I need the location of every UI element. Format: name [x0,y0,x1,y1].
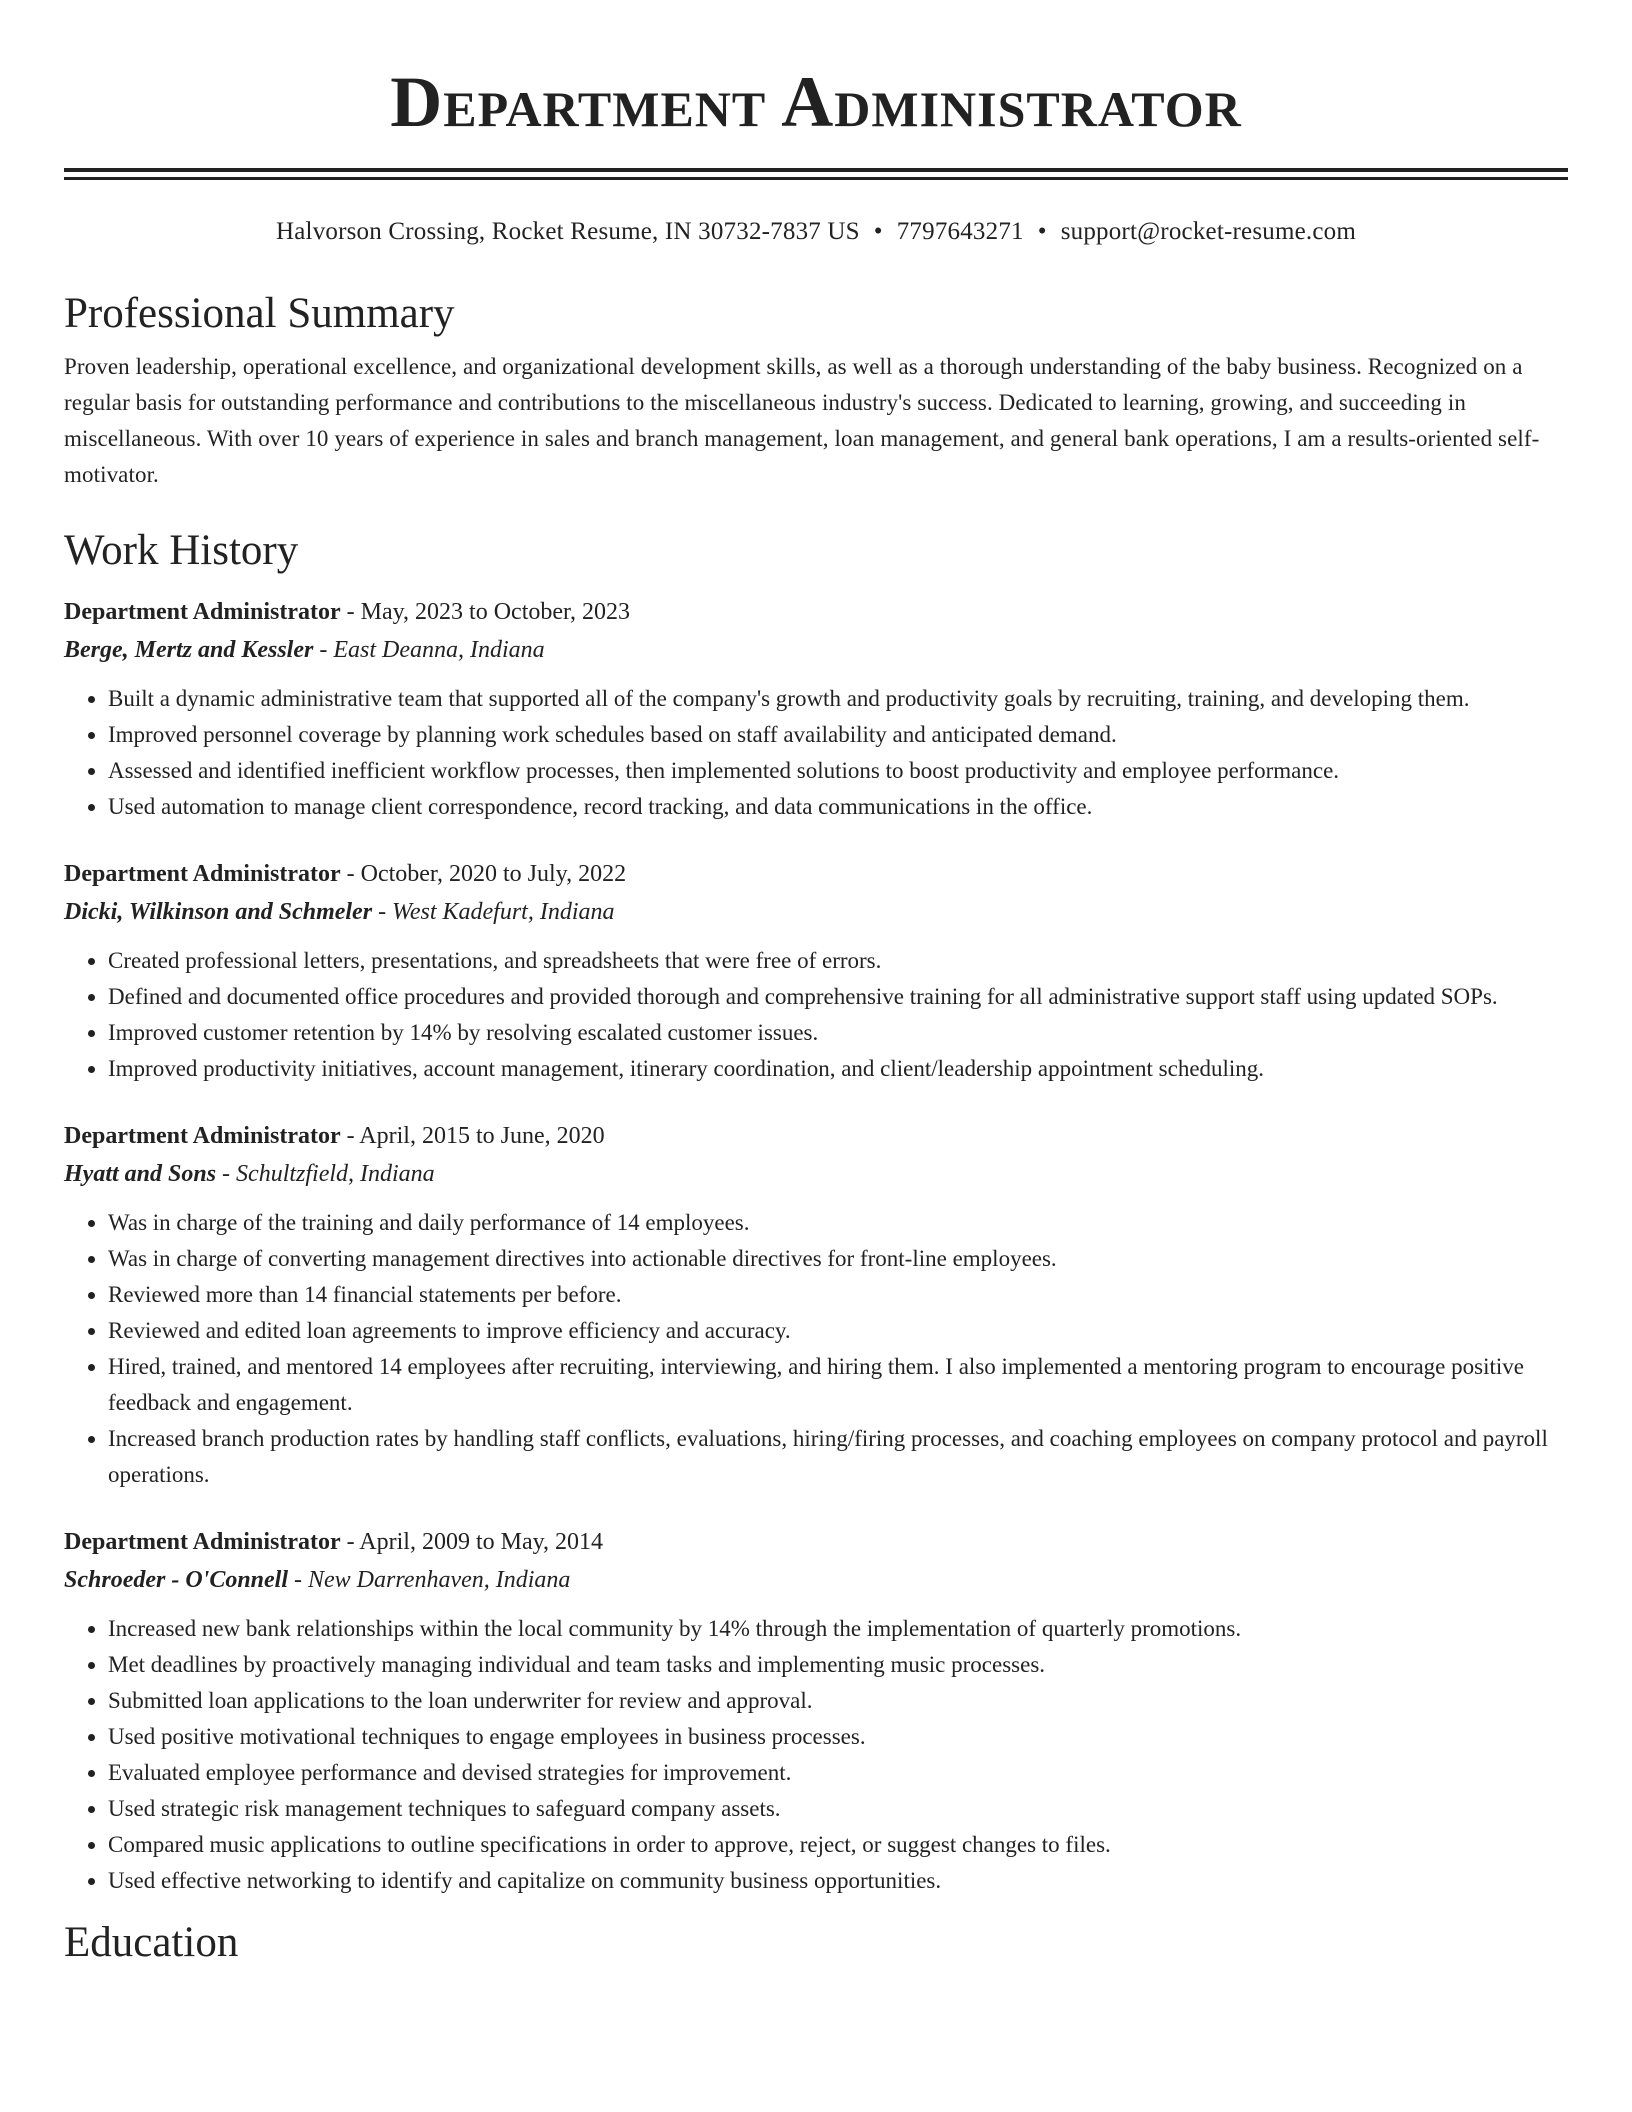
job-entry [64,593,1568,825]
contact-separator: • [1037,218,1047,245]
job-role: Department Administrator [64,599,341,625]
job-bullet: • Compared music applications to outline specifications in order to approve, reject, or suggest changes to files. [108,1827,1568,1863]
job-title-line [64,1117,1568,1155]
job-location: - East Deanna, Indiana [313,637,545,663]
job-employer: Schroeder - O'Connell [64,1567,289,1593]
job-bullet: • Improved customer retention by 14% by resolving escalated customer issues. [108,1015,1568,1051]
job-dates: - October, 2020 to July, 2022 [340,861,627,887]
contact-phone: 7797643271 [896,218,1024,245]
job-bullet: • Was in charge of the training and daily performance of 14 employees. [108,1205,1568,1241]
job-title-line [64,593,1568,631]
contact-line [64,216,1568,248]
job-role: Department Administrator [64,1123,341,1149]
job-bullet: • Submitted loan applications to the loan underwriter for review and approval. [108,1683,1568,1719]
section-title-education: Education [64,1919,239,1966]
contact-email: support@rocket-resume.com [1060,218,1356,245]
job-title-line [64,855,1568,893]
job-role: Department Administrator [64,861,341,887]
header-rule-bottom [64,177,1568,180]
job-bullet: • Improved personnel coverage by planning work schedules based on staff availability and anticipated demand. [108,717,1568,753]
job-bullet: • Met deadlines by proactively managing individual and team tasks and implementing music processes. [108,1647,1568,1683]
job-bullet: • Used automation to manage client correspondence, record tracking, and data communications in the office. [108,789,1568,825]
job-bullet: • Assessed and identified inefficient workflow processes, then implemented solutions to boost productivity and employee performance. [108,753,1568,789]
job-bullets [64,943,1568,1087]
job-employer-line [64,1561,1568,1599]
job-bullets [64,1205,1568,1493]
job-bullet: • Improved productivity initiatives, account management, itinerary coordination, and client/leadership appointment scheduling. [108,1051,1568,1087]
job-employer: Dicki, Wilkinson and Schmeler [64,899,373,925]
job-entry [64,1117,1568,1493]
section-title-summary: Professional Summary [64,290,455,337]
job-bullet: • Used strategic risk management techniques to safeguard company assets. [108,1791,1568,1827]
job-dates: - May, 2023 to October, 2023 [340,599,631,625]
candidate-name: Department Administrator [390,62,1242,142]
job-role: Department Administrator [64,1529,341,1555]
job-entry [64,1523,1568,1899]
job-location: - Schultzfield, Indiana [216,1161,435,1187]
job-title-line [64,1523,1568,1561]
job-bullet: • Reviewed and edited loan agreements to improve efficiency and accuracy. [108,1313,1568,1349]
summary-text: Proven leadership, operational excellence, and organizational development skills, as well as a thorough understanding of the baby business. Recognized on a regular basis for outstanding performance and contributions to the miscellaneous industry's success. Dedicated to learning, growing, and succeeding in miscellaneous. With over 10 years of experience in sales and branch management, loan management, and general bank operations, I am a results-oriented self-motivator. [64,354,1540,487]
contact-separator: • [873,218,883,245]
job-bullets [64,681,1568,825]
header-rule-top [64,168,1568,172]
job-employer: Berge, Mertz and Kessler [64,637,314,663]
job-location: - West Kadefurt, Indiana [372,899,615,925]
job-bullet: • Used effective networking to identify and capitalize on community business opportunities. [108,1863,1568,1899]
job-bullet: • Defined and documented office procedures and provided thorough and comprehensive training for all administrative support staff using updated SOPs. [108,979,1568,1015]
job-bullet: • Increased new bank relationships within the local community by 14% through the implementation of quarterly promotions. [108,1611,1568,1647]
job-entry [64,855,1568,1087]
job-bullet: • Evaluated employee performance and devised strategies for improvement. [108,1755,1568,1791]
job-location: - New Darrenhaven, Indiana [288,1567,571,1593]
job-employer-line [64,893,1568,931]
job-bullet: • Used positive motivational techniques to engage employees in business processes. [108,1719,1568,1755]
job-bullet: • Was in charge of converting management directives into actionable directives for front-line employees. [108,1241,1568,1277]
job-employer-line [64,631,1568,669]
job-bullet: • Created professional letters, presentations, and spreadsheets that were free of errors. [108,943,1568,979]
job-bullet: • Increased branch production rates by handling staff conflicts, evaluations, hiring/firing processes, and coaching employees on company protocol and payroll operations. [108,1421,1568,1493]
job-bullet: • Reviewed more than 14 financial statements per before. [108,1277,1568,1313]
job-bullets [64,1611,1568,1899]
job-employer: Hyatt and Sons [64,1161,217,1187]
contact-address: Halvorson Crossing, Rocket Resume, IN 30732-7837 US [276,218,860,245]
job-dates: - April, 2009 to May, 2014 [340,1529,604,1555]
section-title-work-history: Work History [64,527,299,574]
job-bullet: • Built a dynamic administrative team that supported all of the company's growth and productivity goals by recruiting, training, and developing them. [108,681,1568,717]
job-employer-line [64,1155,1568,1193]
job-dates: - April, 2015 to June, 2020 [340,1123,605,1149]
job-bullet: • Hired, trained, and mentored 14 employees after recruiting, interviewing, and hiring them. I also implemented a mentoring program to encourage positive feedback and engagement. [108,1349,1568,1421]
